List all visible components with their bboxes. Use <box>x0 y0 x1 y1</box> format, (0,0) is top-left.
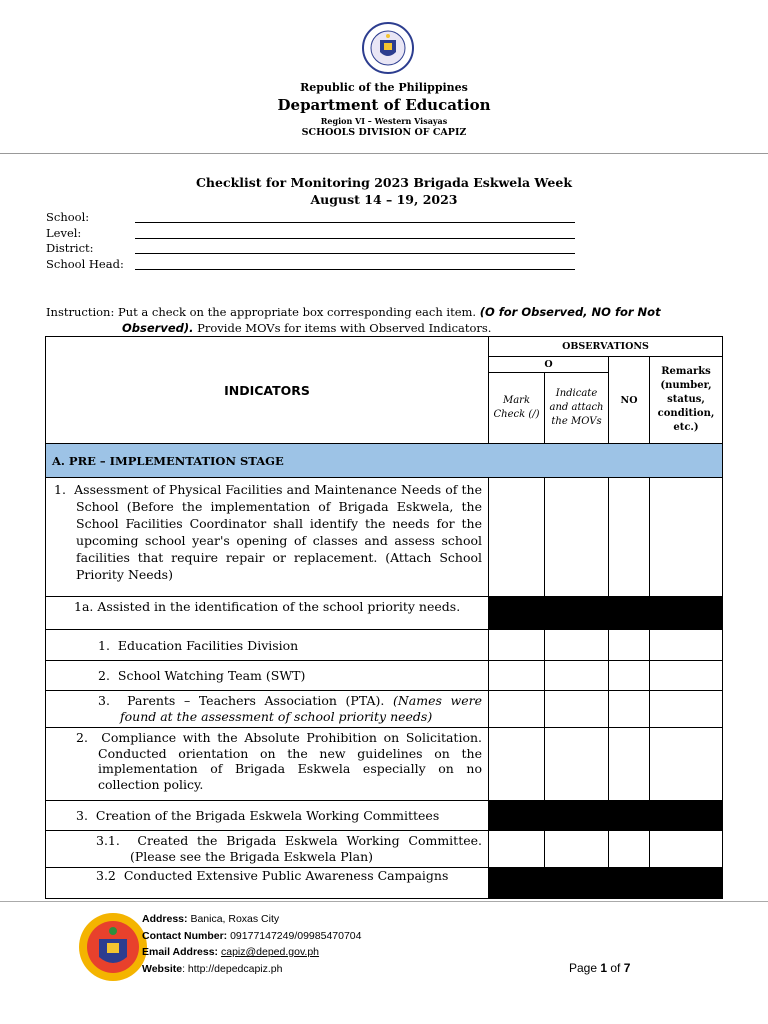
division-line: SCHOOLS DIVISION OF CAPIZ <box>301 127 467 138</box>
field-label-level: Level: <box>46 226 82 240</box>
remarks-cell[interactable] <box>650 728 723 801</box>
indicator-cell: 3.2 Conducted Extensive Public Awareness Campaigns <box>46 868 489 899</box>
field-line-level[interactable] <box>135 238 575 239</box>
table-row <box>46 691 723 728</box>
document-date: August 14 – 19, 2023 <box>310 192 458 207</box>
footer-divider <box>0 901 768 902</box>
remarks-cell[interactable] <box>650 630 723 661</box>
movs-cell[interactable] <box>545 691 609 728</box>
field-line-school-head[interactable] <box>135 269 575 270</box>
region-line: Region VI – Western Visayas <box>320 116 448 126</box>
remarks-cell[interactable] <box>650 478 723 597</box>
observed-header: O <box>489 357 609 373</box>
table-row <box>46 801 723 831</box>
republic-line: Republic of the Philippines <box>300 81 468 94</box>
table-row <box>46 478 723 597</box>
blocked-cell <box>489 597 723 630</box>
mark-check-cell[interactable] <box>489 728 545 801</box>
remarks-cell[interactable] <box>650 831 723 868</box>
page-number: Page 1 of 7 <box>569 961 631 975</box>
mark-check-header: Mark Check (/) <box>489 373 545 444</box>
table-row <box>46 597 723 630</box>
indicator-cell: 3.1. Created the Brigada Eskwela Working Committee. (Please see the Brigada Eskwela Plan) <box>46 831 489 868</box>
remarks-header: Remarks (number, status, condition, etc.) <box>650 357 723 444</box>
movs-cell[interactable] <box>545 630 609 661</box>
indicator-cell: 3. Creation of the Brigada Eskwela Working Committees <box>46 801 489 831</box>
mark-check-cell[interactable] <box>489 831 545 868</box>
field-label-school: School: <box>46 210 90 224</box>
table-row <box>46 868 723 899</box>
division-logo <box>77 911 149 983</box>
blocked-cell <box>489 801 723 831</box>
deped-seal <box>362 22 414 74</box>
movs-cell[interactable] <box>545 831 609 868</box>
mark-check-cell[interactable] <box>489 478 545 597</box>
field-label-school-head: School Head: <box>46 257 124 271</box>
website-link[interactable]: : http://depedcapiz.ph <box>182 963 283 975</box>
not-observed-header: NO <box>609 357 650 444</box>
email-link[interactable]: capiz@deped.gov.ph <box>220 946 320 958</box>
indicator-cell: 2. School Watching Team (SWT) <box>46 661 489 691</box>
field-line-school[interactable] <box>135 222 575 223</box>
no-cell[interactable] <box>609 728 650 801</box>
no-cell[interactable] <box>609 478 650 597</box>
indicators-header: INDICATORS <box>46 337 489 444</box>
no-cell[interactable] <box>609 831 650 868</box>
table-row <box>46 630 723 661</box>
mark-check-cell[interactable] <box>489 630 545 661</box>
field-line-district[interactable] <box>135 253 575 254</box>
blocked-cell <box>489 868 723 899</box>
indicator-cell: 1. Education Facilities Division <box>46 630 489 661</box>
movs-cell[interactable] <box>545 728 609 801</box>
checklist-table <box>45 336 723 899</box>
no-cell[interactable] <box>609 691 650 728</box>
movs-cell[interactable] <box>545 478 609 597</box>
movs-cell[interactable] <box>545 661 609 691</box>
department-title: Department of Education <box>277 96 491 114</box>
section-a-row: A. PRE – IMPLEMENTATION STAGE <box>46 444 723 478</box>
table-row <box>46 728 723 801</box>
no-cell[interactable] <box>609 630 650 661</box>
indicate-movs-header: Indicate and attach the MOVs <box>545 373 609 444</box>
remarks-cell[interactable] <box>650 691 723 728</box>
document-title: Checklist for Monitoring 2023 Brigada Eskwela Week <box>195 175 572 190</box>
indicator-cell: 3. Parents – Teachers Association (PTA). (Names were found at the assessment of school priority needs) <box>46 691 489 728</box>
header-divider <box>0 153 768 154</box>
indicator-cell: 1. Assessment of Physical Facilities and Maintenance Needs of the School (Before the implementation of Brigada Eskwela, the School Facilities Coordinator shall identify the needs for the upcoming school year's opening of classes and assess school facilities that require repair or replacement. (Attach School Priority Needs) <box>46 478 489 597</box>
footer-email: Email Address: capiz@deped.gov.ph <box>142 946 320 958</box>
footer-contact: Contact Number: 09177147249/09985470704 <box>142 930 362 942</box>
remarks-cell[interactable] <box>650 661 723 691</box>
mark-check-cell[interactable] <box>489 691 545 728</box>
observations-header: OBSERVATIONS <box>489 337 723 357</box>
indicator-cell: 1a. Assisted in the identification of the school priority needs. <box>46 597 489 630</box>
mark-check-cell[interactable] <box>489 661 545 691</box>
footer-address: Address: Banica, Roxas City <box>142 913 280 925</box>
table-row <box>46 831 723 868</box>
field-label-district: District: <box>46 241 94 255</box>
footer-website: Website: http://depedcapiz.ph <box>142 963 283 975</box>
no-cell[interactable] <box>609 661 650 691</box>
indicator-cell: 2. Compliance with the Absolute Prohibition on Solicitation. Conducted orientation on the new guidelines on the implementation of Brigada Eskwela especially on no collection policy. <box>46 728 489 801</box>
table-row <box>46 661 723 691</box>
instruction: Instruction: Put a check on the appropriate box corresponding each item. (O for Observed, NO for Not Observed). Provide MOVs for items with Observed Indicators. <box>46 305 661 335</box>
